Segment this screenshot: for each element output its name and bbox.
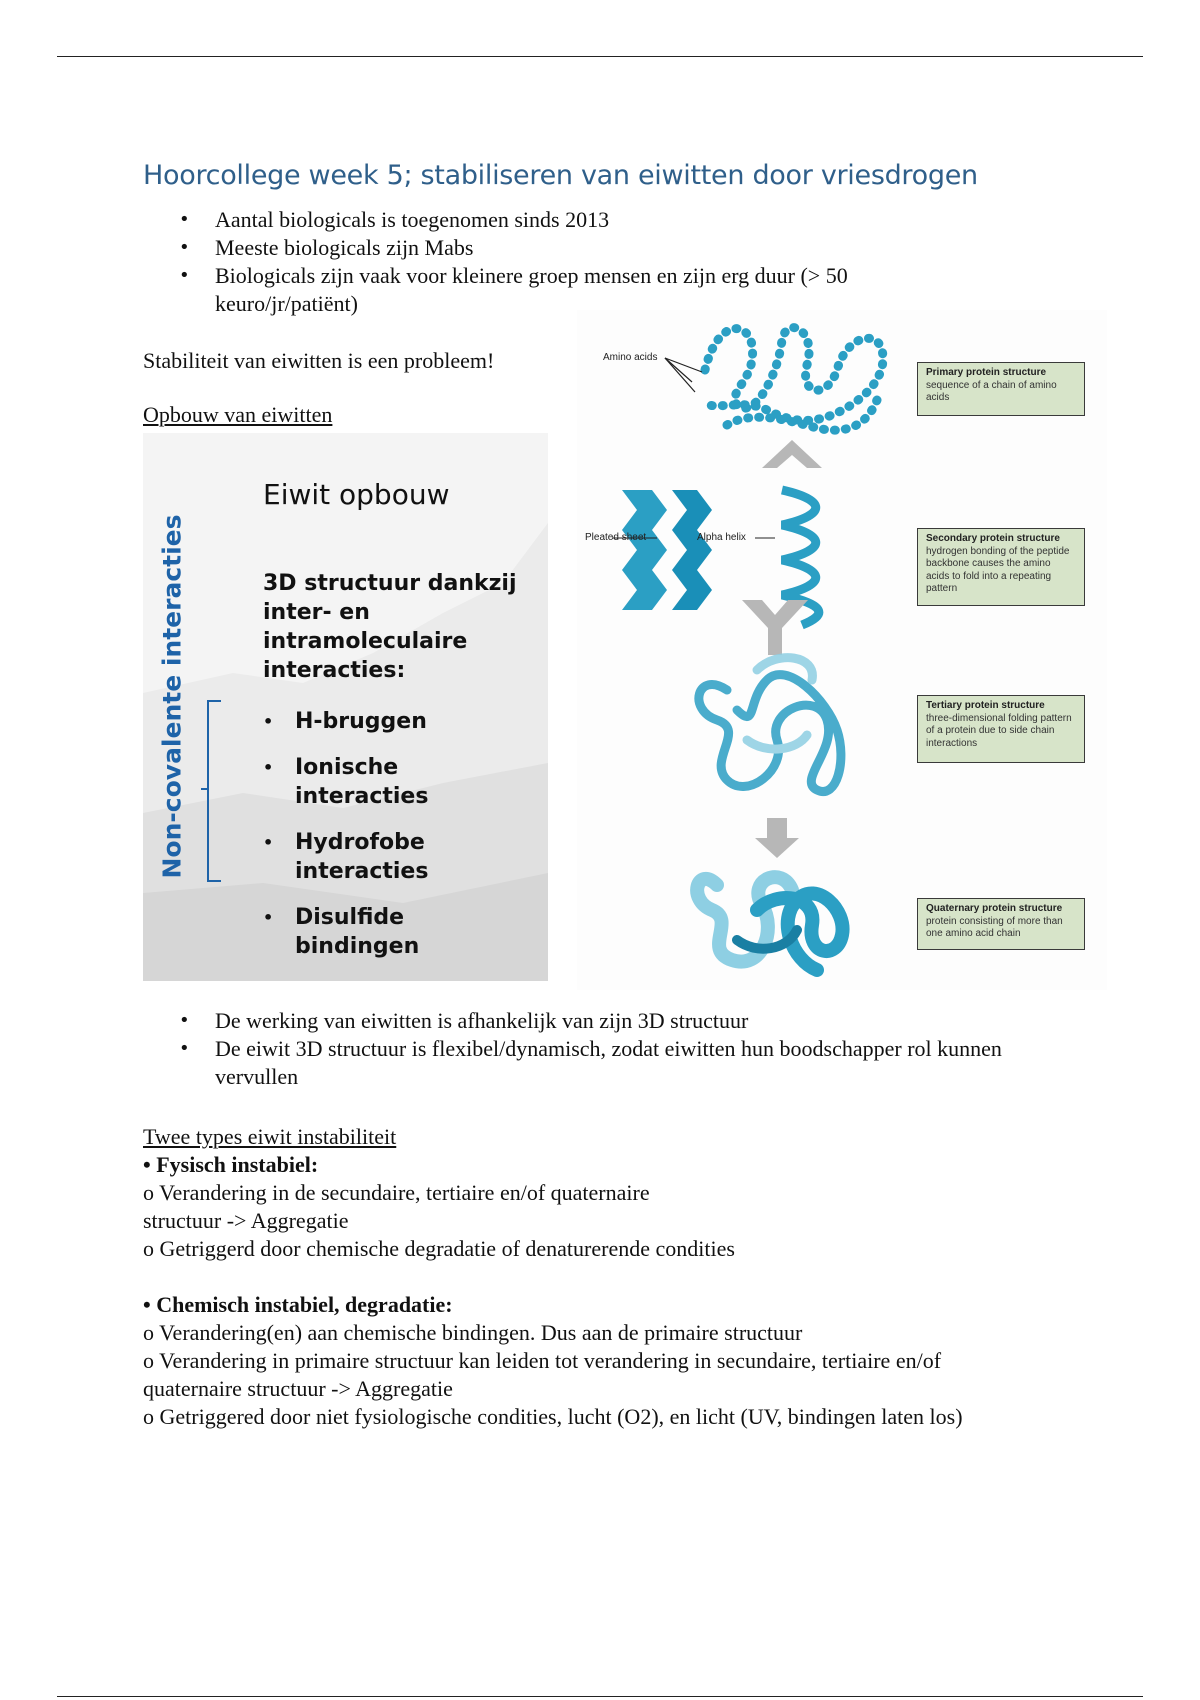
protein-structure-figure bbox=[577, 310, 1107, 990]
amino-pointer bbox=[665, 358, 702, 392]
list-item: • Aantal biologicals is toegenomen sinds 2013 bbox=[143, 206, 943, 234]
bottom-rule bbox=[57, 1696, 1143, 1697]
slide-title: Eiwit opbouw bbox=[263, 478, 450, 511]
mid-bullet-list bbox=[143, 1007, 1043, 1091]
primary-title: Primary protein structure bbox=[926, 367, 1047, 378]
page-title: Hoorcollege week 5; stabiliseren van eiwitten door vriesdrogen bbox=[143, 160, 978, 191]
top-rule bbox=[57, 56, 1143, 57]
quaternary-text: protein consisting of more than one amino acid chain bbox=[926, 915, 1063, 939]
physical-line-1: o Verandering in de secundaire, tertiaire en/of quaternaire bbox=[143, 1180, 650, 1205]
primary-structure-box bbox=[917, 362, 1085, 416]
chemical-line-3: quaternaire structuur -> Aggregatie bbox=[143, 1376, 453, 1401]
vertical-label: Non-covalente interacties bbox=[157, 514, 187, 879]
physical-line-3: o Getriggerd door chemische degradatie of denaturerende condities bbox=[143, 1236, 735, 1261]
secondary-text: hydrogen bonding of the peptide backbone causes the amino acids to fold into a repeating pattern bbox=[926, 545, 1070, 594]
list-item: • H-bruggen bbox=[263, 707, 523, 736]
eiwit-opbouw-slide bbox=[143, 433, 548, 981]
quaternary-structure-box bbox=[917, 898, 1085, 950]
amino-acids-label: Amino acids bbox=[603, 352, 658, 363]
list-item: • Ionische interacties bbox=[263, 753, 523, 811]
list-item: • De werking van eiwitten is afhankelijk van zijn 3D structuur bbox=[143, 1007, 1043, 1035]
pleated-sheet bbox=[622, 490, 712, 610]
down-arrow bbox=[755, 818, 799, 858]
chemical-heading: • Chemisch instabiel, degradatie: bbox=[143, 1292, 453, 1317]
tertiary-structure-box bbox=[917, 695, 1085, 763]
amino-acid-chain bbox=[705, 328, 883, 431]
list-item: • Hydrofobe interacties bbox=[263, 828, 523, 886]
slide-subtitle: 3D structuur dankzij inter- en intramoleculaire interacties: bbox=[263, 571, 517, 683]
list-item: • Biologicals zijn vaak voor kleinere groep mensen en zijn erg duur (> 50 keuro/jr/patiënt) bbox=[143, 262, 943, 318]
tertiary-structure bbox=[699, 658, 841, 792]
chemical-line-4: o Getriggered door niet fysiologische condities, lucht (O2), en licht (UV, bindingen laten los) bbox=[143, 1404, 963, 1429]
list-item: • Disulfide bindingen bbox=[263, 903, 523, 961]
alpha-helix-label: Alpha helix bbox=[697, 532, 746, 543]
bracket bbox=[207, 700, 221, 882]
primary-text: sequence of a chain of amino acids bbox=[926, 379, 1057, 403]
tertiary-text: three-dimensional folding pattern of a protein due to side chain interactions bbox=[926, 712, 1072, 749]
list-item: • De eiwit 3D structuur is flexibel/dynamisch, zodat eiwitten hun boodschapper rol kunnen vervullen bbox=[143, 1035, 1043, 1091]
interaction-list bbox=[263, 707, 523, 978]
bracket-tick bbox=[201, 788, 207, 790]
list-item: • Meeste biologicals zijn Mabs bbox=[143, 234, 943, 262]
merge-arrow bbox=[742, 600, 808, 655]
stability-text: Stabiliteit van eiwitten is een probleem! bbox=[143, 348, 495, 373]
types-heading: Twee types eiwit instabiliteit bbox=[143, 1124, 397, 1149]
intro-bullet-list bbox=[143, 206, 943, 318]
up-arrow bbox=[762, 440, 822, 468]
physical-line-2: structuur -> Aggregatie bbox=[143, 1208, 349, 1233]
chemical-line-1: o Verandering(en) aan chemische bindingen. Dus aan de primaire structuur bbox=[143, 1320, 803, 1345]
quaternary-structure bbox=[697, 877, 842, 970]
build-heading: Opbouw van eiwitten bbox=[143, 402, 333, 427]
secondary-title: Secondary protein structure bbox=[926, 533, 1060, 544]
quaternary-title: Quaternary protein structure bbox=[926, 903, 1063, 914]
pleated-sheet-label: Pleated sheet bbox=[585, 532, 647, 543]
physical-heading: • Fysisch instabiel: bbox=[143, 1152, 319, 1177]
tertiary-title: Tertiary protein structure bbox=[926, 700, 1045, 711]
chemical-line-2: o Verandering in primaire structuur kan leiden tot verandering in secundaire, tertiaire en/of bbox=[143, 1348, 942, 1373]
secondary-structure-box bbox=[917, 528, 1085, 606]
